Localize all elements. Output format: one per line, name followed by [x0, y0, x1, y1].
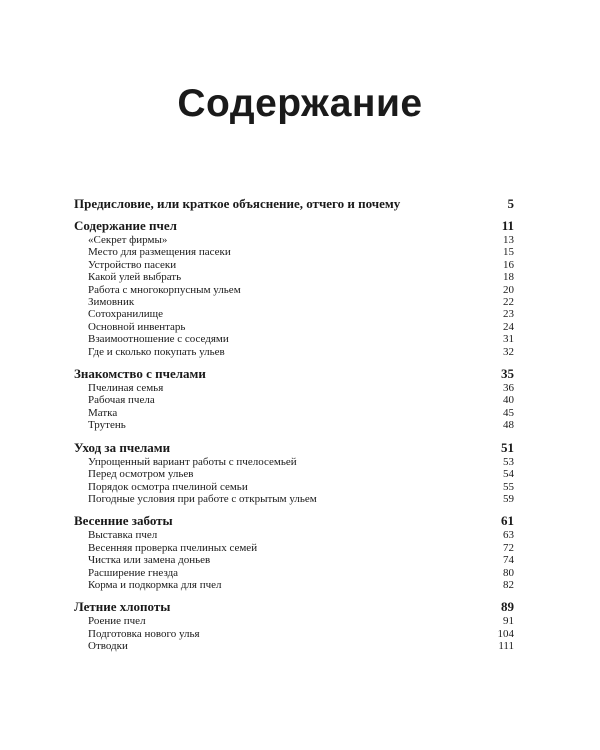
- toc-entry-title: Взаимоотношение с соседями: [88, 333, 229, 346]
- toc-entry-page: 82: [503, 578, 514, 591]
- toc-entry-page: 104: [497, 627, 514, 640]
- toc-entry-title: Весенняя проверка пчелиных семей: [88, 541, 258, 554]
- toc-section-page: 61: [501, 513, 514, 529]
- toc-entry-page: 13: [503, 234, 514, 246]
- toc-entry-page: 15: [503, 246, 514, 259]
- toc-section-title: Содержание пчел: [74, 218, 177, 233]
- toc-entry-page: 59: [503, 492, 514, 505]
- toc-entry-title: Работа с многокорпусным ульем: [88, 283, 241, 296]
- toc-entry: [74, 615, 514, 627]
- toc-section-page: 11: [501, 218, 514, 233]
- toc-entry-title: Погодные условия при работе с открытым ульем: [88, 492, 317, 505]
- toc-entry-title: Сотохранилище: [88, 308, 163, 321]
- toc-entry: [74, 419, 514, 431]
- toc-entry-page: 53: [503, 455, 514, 468]
- toc-section-title: Уход за пчелами: [74, 439, 171, 455]
- toc-entry: [74, 640, 514, 652]
- toc-section-title: Знакомство с пчелами: [74, 366, 206, 382]
- toc-entry-title: Чистка или замена доньев: [88, 554, 211, 567]
- toc-entry-title: «Секрет фирмы»: [88, 234, 168, 246]
- toc-section-page: 5: [507, 196, 514, 211]
- toc-entry: [74, 284, 514, 296]
- toc-entry: [74, 346, 514, 358]
- toc-entry-title: Зимовник: [88, 296, 135, 309]
- toc-entry-page: 74: [503, 554, 514, 567]
- toc-entry-title: Где и сколько покупать ульев: [88, 345, 225, 358]
- toc-entry-title: Основной инвентарь: [88, 320, 186, 333]
- toc-entry: [74, 333, 514, 345]
- toc-section: [74, 513, 514, 529]
- toc-entry: [74, 567, 514, 579]
- toc-entry: [74, 456, 514, 468]
- toc-entry-title: Расширение гнезда: [88, 566, 179, 579]
- toc-entry-title: Выставка пчел: [88, 529, 158, 542]
- toc-entry: [74, 308, 514, 320]
- toc-entry-page: 22: [503, 296, 514, 309]
- toc-entry: [74, 382, 514, 394]
- toc-entry-page: 16: [503, 258, 514, 271]
- toc-entry-title: Матка: [88, 406, 118, 419]
- toc-entry-page: 55: [503, 480, 514, 493]
- toc-entry-title: Порядок осмотра пчелиной семьи: [88, 480, 248, 493]
- toc-section-title: Предисловие, или краткое объяснение, отчего и почему: [74, 196, 401, 211]
- toc-section-page: 35: [501, 366, 514, 382]
- toc-entry-page: 54: [503, 468, 514, 481]
- toc-entry-title: Отводки: [88, 640, 128, 653]
- toc-entry: [74, 296, 514, 308]
- toc-entry: [74, 246, 514, 258]
- toc-entry: [74, 468, 514, 480]
- page-title: Содержание: [177, 82, 423, 125]
- toc-section: [74, 440, 514, 456]
- toc-entry-title: Перед осмотром ульев: [88, 468, 194, 481]
- toc-entry: [74, 259, 514, 271]
- toc-section-page: 51: [501, 439, 514, 455]
- toc-entry-title: Упрощенный вариант работы с пчелосемьей: [88, 455, 297, 468]
- toc-entry-page: 18: [503, 271, 514, 284]
- toc-entry: [74, 321, 514, 333]
- toc-entry-page: 23: [503, 308, 514, 321]
- toc-entry: [74, 493, 514, 505]
- toc-entry-page: 80: [503, 566, 514, 579]
- toc-entry-title: Корма и подкормка для пчел: [88, 578, 222, 591]
- toc-entry-title: Какой улей выбрать: [88, 271, 182, 284]
- toc-entry-page: 20: [503, 283, 514, 296]
- toc-entry: [74, 407, 514, 419]
- toc-entry: [74, 554, 514, 566]
- toc-entry-page: 31: [503, 333, 514, 346]
- toc-entry-page: 45: [503, 406, 514, 419]
- toc-section: [74, 599, 514, 615]
- toc-entry: [74, 579, 514, 591]
- toc-entry: [74, 394, 514, 406]
- table-of-contents: [74, 196, 514, 653]
- toc-entry-page: 36: [503, 382, 514, 395]
- toc-entry-page: 72: [503, 541, 514, 554]
- toc-section-page: 89: [501, 599, 514, 615]
- toc-entry-page: 91: [503, 615, 514, 628]
- toc-section-title: Летние хлопоты: [74, 599, 171, 615]
- toc-entry-title: Подготовка нового улья: [88, 627, 200, 640]
- toc-entry-title: Пчелиная семья: [88, 382, 164, 395]
- toc-entry-page: 48: [503, 419, 514, 432]
- toc-entry: [74, 481, 514, 493]
- toc-entry-title: Устройство пасеки: [88, 258, 177, 271]
- toc-entry: [74, 628, 514, 640]
- toc-entry-title: Роение пчел: [88, 615, 146, 628]
- toc-section: [74, 196, 514, 212]
- toc-entry-title: Рабочая пчела: [88, 394, 155, 407]
- toc-entry: [74, 234, 514, 246]
- toc-entry-page: 24: [503, 320, 514, 333]
- toc-entry-page: 63: [503, 529, 514, 542]
- toc-entry-page: 111: [498, 640, 514, 653]
- toc-entry-title: Трутень: [88, 419, 126, 432]
- toc-entry: [74, 529, 514, 541]
- toc-section: [74, 218, 514, 234]
- toc-entry: [74, 271, 514, 283]
- toc-entry-page: 40: [503, 394, 514, 407]
- toc-entry: [74, 542, 514, 554]
- toc-section: [74, 366, 514, 382]
- toc-entry-page: 32: [503, 345, 514, 358]
- toc-section-title: Весенние заботы: [74, 513, 173, 529]
- toc-entry-title: Место для размещения пасеки: [88, 246, 231, 259]
